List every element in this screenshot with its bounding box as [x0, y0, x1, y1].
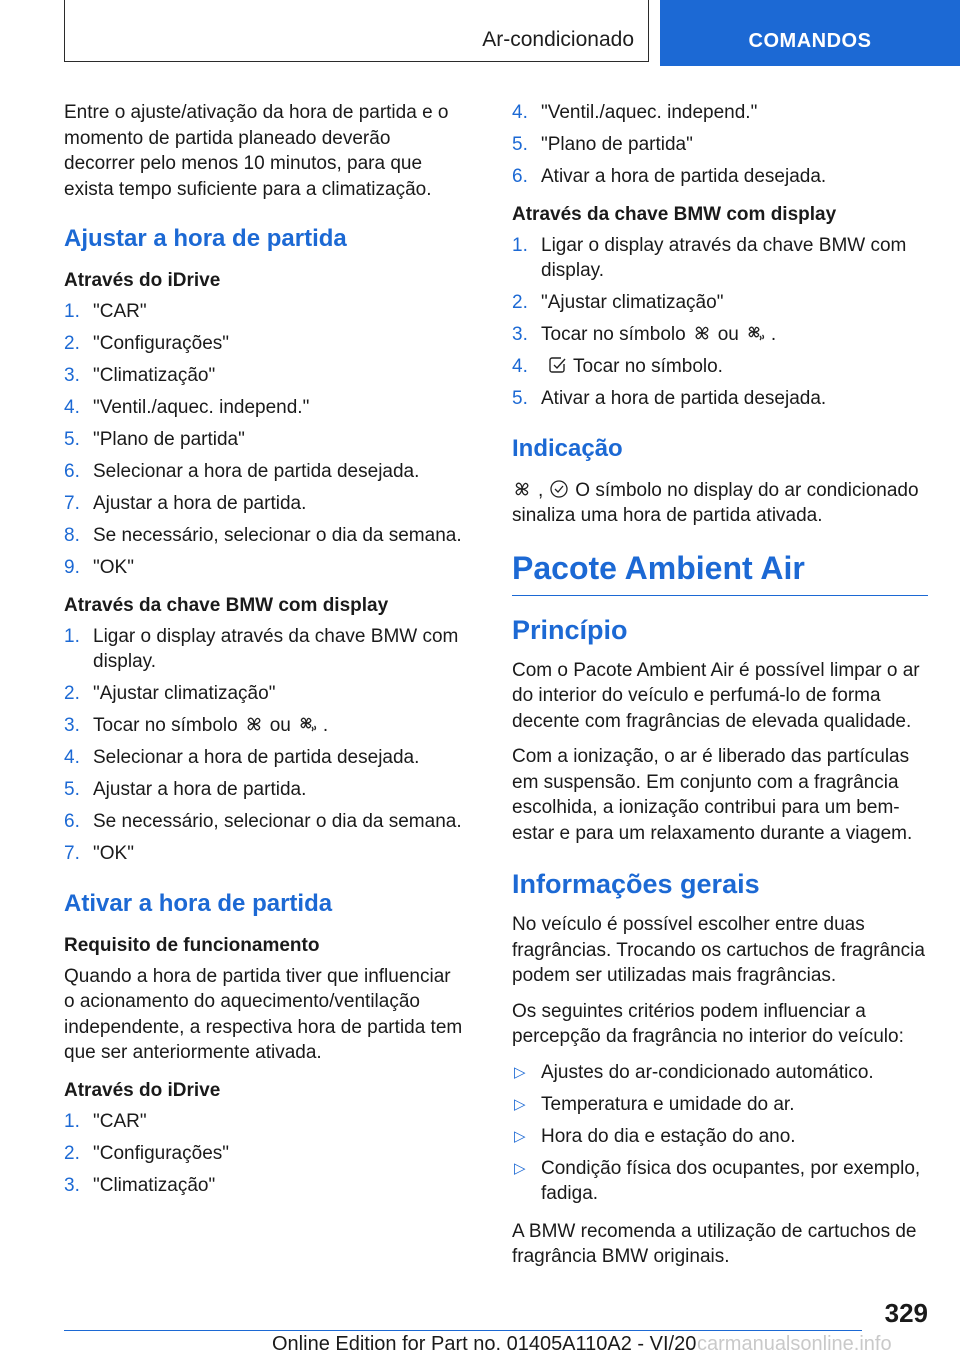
list-item: [512, 386, 928, 412]
step-number: 4.: [512, 356, 528, 377]
list-item: [512, 1060, 928, 1086]
step-number: 2.: [64, 1142, 80, 1164]
indicacao-paragraph: [512, 478, 928, 529]
step-text: "CAR": [93, 301, 147, 322]
heading-ativar: Ativar a hora de partida: [64, 889, 333, 917]
requisito-paragraph: Quando a hora de partida tiver que influenciar o acionamento do aquecimento/ventilação independente, a respectiva hora de partida tem que ser anteriormente ativada.: [64, 965, 463, 1063]
step-text: "OK": [93, 843, 134, 864]
list-item: [512, 164, 928, 190]
list-item: [64, 459, 466, 485]
step-text: "OK": [93, 557, 134, 578]
idrive-steps: [64, 299, 466, 581]
heading-indicacao: Indicação: [512, 434, 623, 462]
step-text: "Climatização": [93, 1174, 216, 1196]
idrive2-steps-continued: [512, 100, 928, 190]
step-number: 6.: [64, 811, 80, 832]
list-item: [64, 713, 466, 739]
step-text-end: .: [770, 324, 777, 345]
list-item: [64, 624, 466, 675]
step-text: "Climatização": [93, 365, 216, 386]
step-text-end: .: [322, 715, 329, 736]
step-number: 6.: [512, 166, 528, 187]
fan-icon: [692, 323, 712, 343]
list-item: [512, 100, 928, 126]
step-text: Ajustar a hora de partida.: [93, 493, 307, 514]
step-number: 1.: [64, 301, 80, 322]
principio-paragraph-1: Com o Pacote Ambient Air é possível limpar o ar do interior do veículo e perfumá-lo de forma decente com fragrâncias de elevada qualidade.: [512, 659, 920, 732]
step-number: 7.: [64, 493, 80, 514]
heading-info: Informações gerais: [512, 869, 760, 899]
step-text: "Ventil./aquec. independ.": [541, 102, 758, 123]
step-text: Ativar a hora de partida desejada.: [541, 166, 827, 187]
list-item: [512, 1124, 928, 1150]
clock-icon: [549, 479, 569, 499]
step-text: "Ajustar climatização": [541, 292, 724, 313]
footer-divider: [64, 1330, 862, 1331]
timer-check-icon: [547, 355, 567, 375]
step-number: 5.: [64, 779, 80, 800]
step-text: Se necessário, selecionar o dia da semana.: [93, 811, 462, 832]
step-text: Tocar no símbolo: [93, 715, 238, 736]
step-number: 4.: [64, 747, 80, 768]
section-title: Ar-condicionado: [482, 28, 634, 51]
step-text: "Configurações": [93, 1142, 230, 1164]
list-item: [512, 290, 928, 316]
list-item: [512, 233, 928, 284]
step-text: Selecionar a hora de partida desejada.: [93, 747, 420, 768]
list-item: [512, 132, 928, 158]
step-text: Tocar no símbolo.: [573, 356, 723, 377]
step-number: 3.: [512, 324, 528, 345]
triangle-bullet-icon: ▷: [514, 1063, 526, 1081]
list-item: [64, 491, 466, 517]
heading-pacote: Pacote Ambient Air: [512, 547, 928, 596]
heading-chave-2: Através da chave BMW com display: [512, 203, 837, 225]
step-number: 4.: [512, 102, 528, 123]
principio-paragraph-2: Com a ionização, o ar é liberado das partículas em suspensão. Em conjunto com a fragrância escolhida, a ionização contribui para um bem-estar e para um relaxamento durante a viagem.: [512, 746, 913, 844]
step-text: "Plano de partida": [93, 429, 245, 450]
list-item: [64, 555, 466, 581]
criteria-list: [512, 1060, 928, 1207]
list-item: [512, 1156, 928, 1207]
step-text-or: ou: [717, 324, 739, 345]
indicacao-separator: ,: [538, 479, 544, 501]
step-number: 9.: [64, 557, 80, 578]
step-text: Se necessário, selecionar o dia da semana.: [93, 525, 462, 546]
list-item: [64, 1109, 466, 1135]
list-item: [64, 299, 466, 325]
step-text: Ligar o display através da chave BMW com display.: [541, 234, 907, 281]
chave2-steps: [512, 233, 928, 412]
step-number: 4.: [64, 397, 80, 418]
right-column: [512, 100, 928, 1280]
list-item: [64, 1173, 466, 1199]
list-item: [64, 395, 466, 421]
step-text: Selecionar a hora de partida desejada.: [93, 461, 420, 482]
list-item: [512, 1092, 928, 1118]
step-text-or: ou: [269, 715, 291, 736]
step-text: Ativar a hora de partida desejada.: [541, 388, 827, 409]
section-tab: [64, 0, 649, 62]
idrive2-steps: [64, 1109, 466, 1199]
list-item: [64, 523, 466, 549]
step-text: "Configurações": [93, 333, 230, 354]
step-number: 3.: [64, 715, 80, 736]
list-item: [512, 322, 928, 348]
fan-icon: [512, 479, 532, 499]
left-column: [64, 100, 466, 1210]
heading-ajustar: Ajustar a hora de partida: [64, 225, 347, 252]
step-number: 2.: [512, 292, 528, 313]
step-text: "CAR": [93, 1110, 147, 1132]
step-number: 1.: [64, 1110, 80, 1132]
intro-paragraph: Entre o ajuste/ativação da hora de partida e o momento de partida planeado deverão decorrer pelo menos 10 minutos, para que exista tempo suficiente para a climatização.: [64, 102, 449, 200]
info-paragraph-2: Os seguintes critérios podem influenciar a percepção da fragrância no interior do veículo:: [512, 1000, 904, 1047]
triangle-bullet-icon: ▷: [514, 1095, 526, 1113]
heading-idrive: Através do iDrive: [64, 270, 221, 291]
list-item: [64, 681, 466, 707]
step-number: 2.: [64, 683, 80, 704]
step-number: 1.: [512, 234, 528, 256]
step-number: 5.: [512, 134, 528, 155]
step-number: 8.: [64, 525, 80, 546]
fan-icon: [244, 714, 264, 734]
heading-idrive-2: Através do iDrive: [64, 1079, 221, 1101]
heading-requisito: Requisito de funcionamento: [64, 934, 320, 956]
step-number: 6.: [64, 461, 80, 482]
heading-chave: Através da chave BMW com display: [64, 594, 389, 616]
step-number: 5.: [64, 429, 80, 450]
heater-fan-icon: [297, 714, 317, 734]
list-item: [64, 809, 466, 835]
triangle-bullet-icon: ▷: [514, 1159, 526, 1177]
step-text: "Plano de partida": [541, 134, 693, 155]
list-item: [64, 363, 466, 389]
criteria-text: Condição física dos ocupantes, por exemplo, fadiga.: [541, 1157, 921, 1204]
list-item: [64, 331, 466, 357]
chapter-title: COMANDOS: [748, 30, 872, 52]
step-text: "Ventil./aquec. independ.": [93, 397, 310, 418]
chapter-tab: [660, 0, 960, 66]
info-paragraph-3: A BMW recomenda a utilização de cartuchos de fragrância BMW originais.: [512, 1220, 917, 1267]
step-number: 2.: [64, 333, 80, 354]
chave-steps: [64, 624, 466, 867]
criteria-text: Ajustes do ar-condicionado automático.: [541, 1061, 874, 1083]
criteria-text: Temperatura e umidade do ar.: [541, 1093, 795, 1115]
edition-text: Online Edition for Part no. 01405A110A2 - VI/20: [272, 1333, 697, 1355]
step-text: Tocar no símbolo: [541, 324, 686, 345]
step-number: 3.: [64, 365, 80, 386]
list-item: [64, 1141, 466, 1167]
page-header: [0, 0, 960, 66]
info-paragraph-1: No veículo é possível escolher entre duas fragrâncias. Trocando os cartuchos de fragrância podem ser utilizadas mais fragrâncias.: [512, 914, 925, 986]
step-text: Ligar o display através da chave BMW com display.: [93, 625, 459, 672]
heading-principio: Princípio: [512, 614, 628, 645]
watermark: carmanualsonline.info: [697, 1333, 892, 1355]
list-item: [64, 427, 466, 453]
step-number: 7.: [64, 843, 80, 864]
criteria-text: Hora do dia e estação do ano.: [541, 1125, 796, 1147]
list-item: [64, 841, 466, 867]
step-text: Ajustar a hora de partida.: [93, 779, 307, 800]
list-item: [64, 745, 466, 771]
triangle-bullet-icon: ▷: [514, 1127, 526, 1145]
step-number: 1.: [64, 625, 80, 647]
list-item: [512, 354, 928, 380]
step-text: "Ajustar climatização": [93, 683, 276, 704]
indicacao-text: O símbolo no display do ar condicionado sinaliza uma hora de partida ativada.: [512, 479, 919, 526]
step-number: 5.: [512, 388, 528, 409]
step-number: 3.: [64, 1174, 80, 1196]
list-item: [64, 777, 466, 803]
page-number: 329: [884, 1298, 928, 1328]
heater-fan-icon: [745, 323, 765, 343]
